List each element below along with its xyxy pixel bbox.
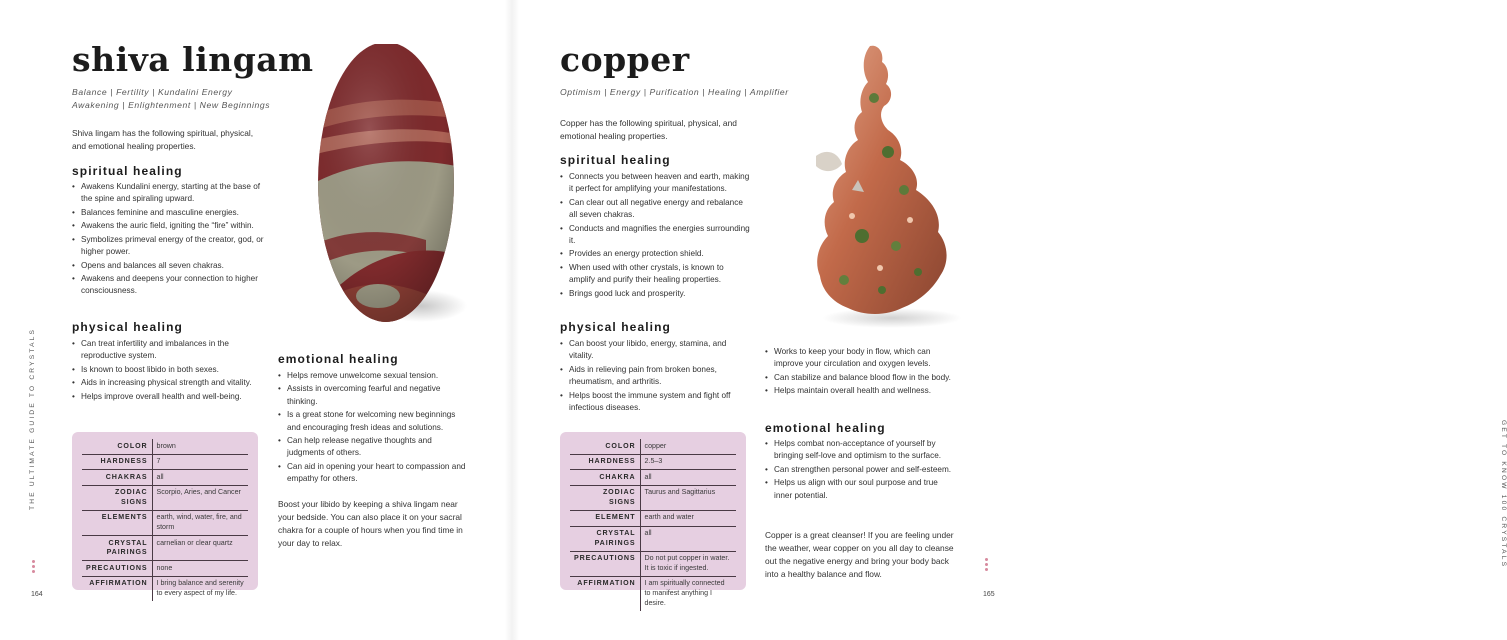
table-row <box>82 439 248 454</box>
list-item: • Conducts and magnifies the energies surrounding it. <box>560 223 750 248</box>
properties-table <box>560 432 746 607</box>
table-row <box>82 470 248 486</box>
property-key: COLOR <box>570 439 640 454</box>
list-item: • Is known to boost libido in both sexes. <box>72 364 264 376</box>
property-key: ZODIAC SIGNS <box>82 485 152 510</box>
table-row <box>570 510 736 526</box>
list-item: • Is a great stone for welcoming new beginnings and encouraging fresh ideas and solutions. <box>278 409 468 434</box>
closing-text: Copper is a great cleanser! If you are feeling under the weather, wear copper on you all day to cleanse out the negative energy and bring your body back into a healthy balance and flow. <box>765 530 954 579</box>
physical-heading: physical healing <box>72 320 183 334</box>
property-value: none <box>152 561 248 577</box>
list-item: • Brings good luck and prosperity. <box>560 288 750 300</box>
property-key: CRYSTAL PAIRINGS <box>82 536 152 561</box>
property-value: earth and water <box>640 510 736 526</box>
spiritual-list <box>72 181 264 299</box>
keywords <box>72 86 292 112</box>
list-item: • Balances feminine and masculine energies. <box>72 207 264 219</box>
property-key: AFFIRMATION <box>82 576 152 601</box>
list-item: • Assists in overcoming fearful and negative thinking. <box>278 383 468 408</box>
emotional-list <box>278 370 468 487</box>
copper-nugget-icon <box>792 40 972 332</box>
property-key: ELEMENTS <box>82 510 152 535</box>
property-key: PRECAUTIONS <box>82 561 152 577</box>
property-value: all <box>152 470 248 486</box>
properties-table-body <box>570 439 736 611</box>
table-row <box>82 561 248 577</box>
physical-list <box>72 338 264 404</box>
right-page <box>512 0 1507 640</box>
spiritual-list <box>560 171 750 301</box>
property-value: Scorpio, Aries, and Cancer <box>152 485 248 510</box>
property-key: ZODIAC SIGNS <box>570 485 640 510</box>
decorative-dots <box>32 560 35 573</box>
list-item: • Opens and balances all seven chakras. <box>72 260 264 272</box>
list-item: • Helps improve overall health and well-being. <box>72 391 264 403</box>
keywords: Optimism | Energy | Purification | Healing | Amplifier <box>560 87 789 97</box>
property-value: all <box>640 526 736 551</box>
property-value: carnelian or clear quartz <box>152 536 248 561</box>
property-value: all <box>640 470 736 486</box>
keywords-line: Awakening | Enlightenment | New Beginnings <box>72 100 271 110</box>
list-item: • Helps boost the immune system and fight off infectious diseases. <box>560 390 750 415</box>
property-key: HARDNESS <box>82 454 152 470</box>
emotional-heading: emotional healing <box>278 352 399 366</box>
list-item: • Symbolizes primeval energy of the creator, god, or higher power. <box>72 234 264 259</box>
property-key: CRYSTAL PAIRINGS <box>570 526 640 551</box>
property-value: 2.5–3 <box>640 454 736 470</box>
property-key: CHAKRAS <box>82 470 152 486</box>
physical-list-continued <box>765 346 955 399</box>
property-value: Taurus and Sagittarius <box>640 485 736 510</box>
table-row <box>570 439 736 454</box>
table-row <box>82 510 248 535</box>
property-value: I am spiritually connected to manifest anything I desire. <box>644 579 725 607</box>
properties-table-body <box>82 439 248 601</box>
running-head: GET TO KNOW 100 CRYSTALS <box>1500 420 1507 569</box>
table-row <box>82 536 248 561</box>
decorative-dots <box>985 558 988 571</box>
emotional-heading: emotional healing <box>765 421 886 435</box>
table-row <box>82 485 248 510</box>
properties-table <box>72 432 258 598</box>
list-item: • Can stabilize and balance blood flow in the body. <box>765 372 955 384</box>
table-row <box>82 454 248 470</box>
list-item: • Helps remove unwelcome sexual tension. <box>278 370 468 382</box>
table-row <box>570 485 736 510</box>
shiva-lingam-stone-icon <box>316 44 468 330</box>
list-item: • Can clear out all negative energy and rebalance all seven chakras. <box>560 197 750 222</box>
list-item: • Helps maintain overall health and wellness. <box>765 385 955 397</box>
spiritual-heading: spiritual healing <box>72 164 183 178</box>
emotional-list <box>765 438 955 503</box>
page-number: 164 <box>31 591 43 598</box>
table-row <box>82 576 248 601</box>
list-item: • Can strengthen personal power and self-esteem. <box>765 464 955 476</box>
table-row <box>570 526 736 551</box>
list-item: • Helps us align with our soul purpose and true inner potential. <box>765 477 955 502</box>
list-item: • Can aid in opening your heart to compassion and empathy for others. <box>278 461 468 486</box>
property-key: ELEMENT <box>570 510 640 526</box>
list-item: • Can boost your libido, energy, stamina, and vitality. <box>560 338 750 363</box>
spiritual-heading: spiritual healing <box>560 153 671 167</box>
property-key: CHAKRA <box>570 470 640 486</box>
property-value: Do not put copper in water. It is toxic if ingested. <box>640 551 736 576</box>
table-row <box>570 454 736 470</box>
list-item: • Can help release negative thoughts and judgments of others. <box>278 435 468 460</box>
page-title: shiva lingam <box>72 40 314 79</box>
list-item: • Awakens Kundalini energy, starting at the base of the spine and spiraling upward. <box>72 181 264 206</box>
physical-heading: physical healing <box>560 320 671 334</box>
list-item: • Awakens the auric field, igniting the “fire” within. <box>72 220 264 232</box>
closing-text: Boost your libido by keeping a shiva lingam near your bedside. You can also place it on your sacral chakra for a couple of hours when you find time in your day to relax. <box>278 499 463 548</box>
property-key: HARDNESS <box>570 454 640 470</box>
table-row <box>570 551 736 576</box>
property-value: copper <box>640 439 736 454</box>
intro-text: Copper has the following spiritual, physical, and emotional healing properties. <box>560 118 737 141</box>
property-key: AFFIRMATION <box>570 576 640 610</box>
property-key: PRECAUTIONS <box>570 551 640 576</box>
list-item: • Aids in relieving pain from broken bones, rheumatism, and arthritis. <box>560 364 750 389</box>
running-head: THE ULTIMATE GUIDE TO CRYSTALS <box>29 327 36 510</box>
property-key: COLOR <box>82 439 152 454</box>
property-value: brown <box>152 439 248 454</box>
list-item: • Provides an energy protection shield. <box>560 248 750 260</box>
property-value: 7 <box>152 454 248 470</box>
intro-text: Shiva lingam has the following spiritual, physical, and emotional healing properties. <box>72 128 254 151</box>
left-page <box>0 0 512 640</box>
keywords-line: Balance | Fertility | Kundalini Energy <box>72 87 233 97</box>
property-value: earth, wind, water, fire, and storm <box>152 510 248 535</box>
list-item: • Can treat infertility and imbalances in the reproductive system. <box>72 338 264 363</box>
property-value: I bring balance and serenity to every aspect of my life. <box>156 579 244 598</box>
list-item: • Connects you between heaven and earth, making it perfect for amplifying your manifestations. <box>560 171 750 196</box>
page-number: 165 <box>983 591 995 598</box>
page-title: copper <box>560 40 690 79</box>
list-item: • Aids in increasing physical strength and vitality. <box>72 377 264 389</box>
list-item: • Awakens and deepens your connection to higher consciousness. <box>72 273 264 298</box>
list-item: • Works to keep your body in flow, which can improve your circulation and oxygen levels. <box>765 346 955 371</box>
table-row <box>570 470 736 486</box>
physical-list <box>560 338 750 415</box>
table-row <box>570 576 736 610</box>
list-item: • Helps combat non-acceptance of yourself by bringing self-love and optimism to the surface. <box>765 438 955 463</box>
list-item: • When used with other crystals, is known to amplify and purify their healing properties. <box>560 262 750 287</box>
